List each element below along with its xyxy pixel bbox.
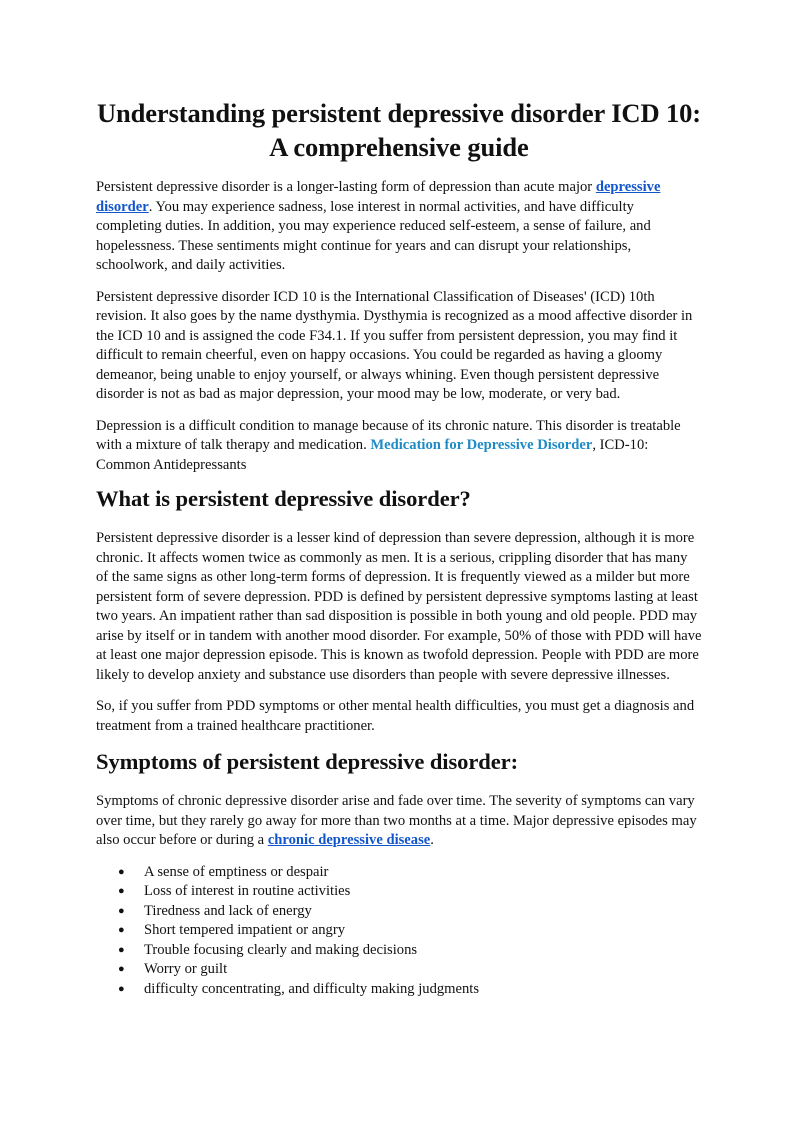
list-item bbox=[96, 902, 702, 922]
treatment-text-start: Depression is a difficult condition to manage because of its chronic nature. This disorder is treatable with a mixture of talk therapy and medication. bbox=[96, 417, 681, 453]
bullet-icon: ● bbox=[118, 982, 125, 995]
list-item bbox=[96, 941, 702, 961]
bullet-icon: ● bbox=[118, 963, 125, 975]
icd-paragraph: Persistent depressive disorder ICD 10 is the International Classification of Diseases' (ICD) 10th revision. It also goes by the name dysthymia. Dysthymia is recognized as a mood affective disorder in the ICD 10 and is assigned the code F34.1. If you suffer from persistent depression, you may find it difficult to remain cheerful, even on happy occasions. You could be regarded as having a gloomy demeanor, being unable to enjoy yourself, or always whining. Even though persistent depressive disorder is not as bad as major depression, your mood may be low, moderate, or very bad. bbox=[96, 288, 693, 402]
document-page bbox=[96, 0, 702, 999]
section-heading-symptoms: Symptoms of persistent depressive disorder: bbox=[96, 749, 519, 774]
symptoms-text-start: Symptoms of chronic depressive disorder arise and fade over time. The severity of symptoms can vary over time, but they rarely go away for more than two months at a time. Major depressive episodes may also occur before or during a bbox=[96, 793, 697, 848]
symptom-text: Trouble focusing clearly and making decisions bbox=[144, 941, 418, 958]
intro-paragraph bbox=[96, 178, 702, 276]
symptom-text: Short tempered impatient or angry bbox=[144, 922, 346, 938]
symptoms-intro-paragraph bbox=[96, 792, 702, 851]
medication-link[interactable]: Medication for Depressive Disorder bbox=[370, 437, 593, 453]
treatment-text-end: , ICD-10: Common Antidepressants bbox=[96, 437, 649, 473]
treatment-paragraph bbox=[96, 417, 702, 476]
section-heading-what-is: What is persistent depressive disorder? bbox=[96, 486, 471, 511]
symptom-text: Worry or guilt bbox=[144, 961, 228, 977]
bullet-icon: ● bbox=[118, 865, 125, 878]
what-is-paragraph: Persistent depressive disorder is a lesser kind of depression than severe depression, although it is more chronic. It affects women twice as commonly as men. It is a serious, crippling disorder that has many of the same signs as other long-term forms of depression. It is frequently viewed as a milder but more persistent form of severe depression. PDD is defined by persistent depressive symptoms lasting at least two years. An impatient rather than sad disposition is possible in both young and old people. PDD may arise by itself or in tandem with another mood disorder. For example, 50% of those with PDD will have at least one major depression episode. This is known as twofold depression. People with PDD are more likely to develop anxiety and substance use disorders than people with severe depressive illnesses. bbox=[96, 530, 702, 683]
list-item bbox=[96, 882, 702, 902]
bullet-icon: ● bbox=[118, 885, 125, 897]
list-item bbox=[96, 863, 702, 883]
intro-text-start: Persistent depressive disorder is a longer-lasting form of depression than acute major bbox=[96, 179, 596, 195]
list-item bbox=[96, 980, 702, 1000]
symptom-text: difficulty concentrating, and difficulty making judgments bbox=[144, 980, 480, 997]
symptom-text: Tiredness and lack of energy bbox=[144, 902, 312, 919]
symptoms-list bbox=[96, 863, 702, 1000]
bullet-icon: ● bbox=[118, 943, 125, 956]
diagnosis-paragraph: So, if you suffer from PDD symptoms or other mental health difficulties, you must get a diagnosis and treatment from a trained healthcare practitioner. bbox=[96, 698, 695, 734]
list-item bbox=[96, 960, 702, 980]
depressive-disorder-link[interactable]: depressive disorder bbox=[96, 179, 661, 215]
chronic-depressive-disease-link[interactable]: chronic depressive disease bbox=[267, 832, 431, 848]
symptoms-text-end: . bbox=[430, 832, 434, 848]
intro-text-end: . You may experience sadness, lose interest in normal activities, and have difficulty completing duties. In addition, you may experience reduced self-esteem, a sense of failure, and hopelessness. These sentiments might continue for years and can disrupt your relationships, schoolwork, and daily activities. bbox=[96, 198, 651, 273]
bullet-icon: ● bbox=[118, 904, 125, 917]
symptom-text: A sense of emptiness or despair bbox=[144, 863, 329, 880]
bullet-icon: ● bbox=[118, 924, 125, 936]
document-title: Understanding persistent depressive disorder ICD 10: A comprehensive guide bbox=[96, 98, 702, 162]
symptom-text: Loss of interest in routine activities bbox=[144, 883, 351, 899]
list-item bbox=[96, 921, 702, 941]
